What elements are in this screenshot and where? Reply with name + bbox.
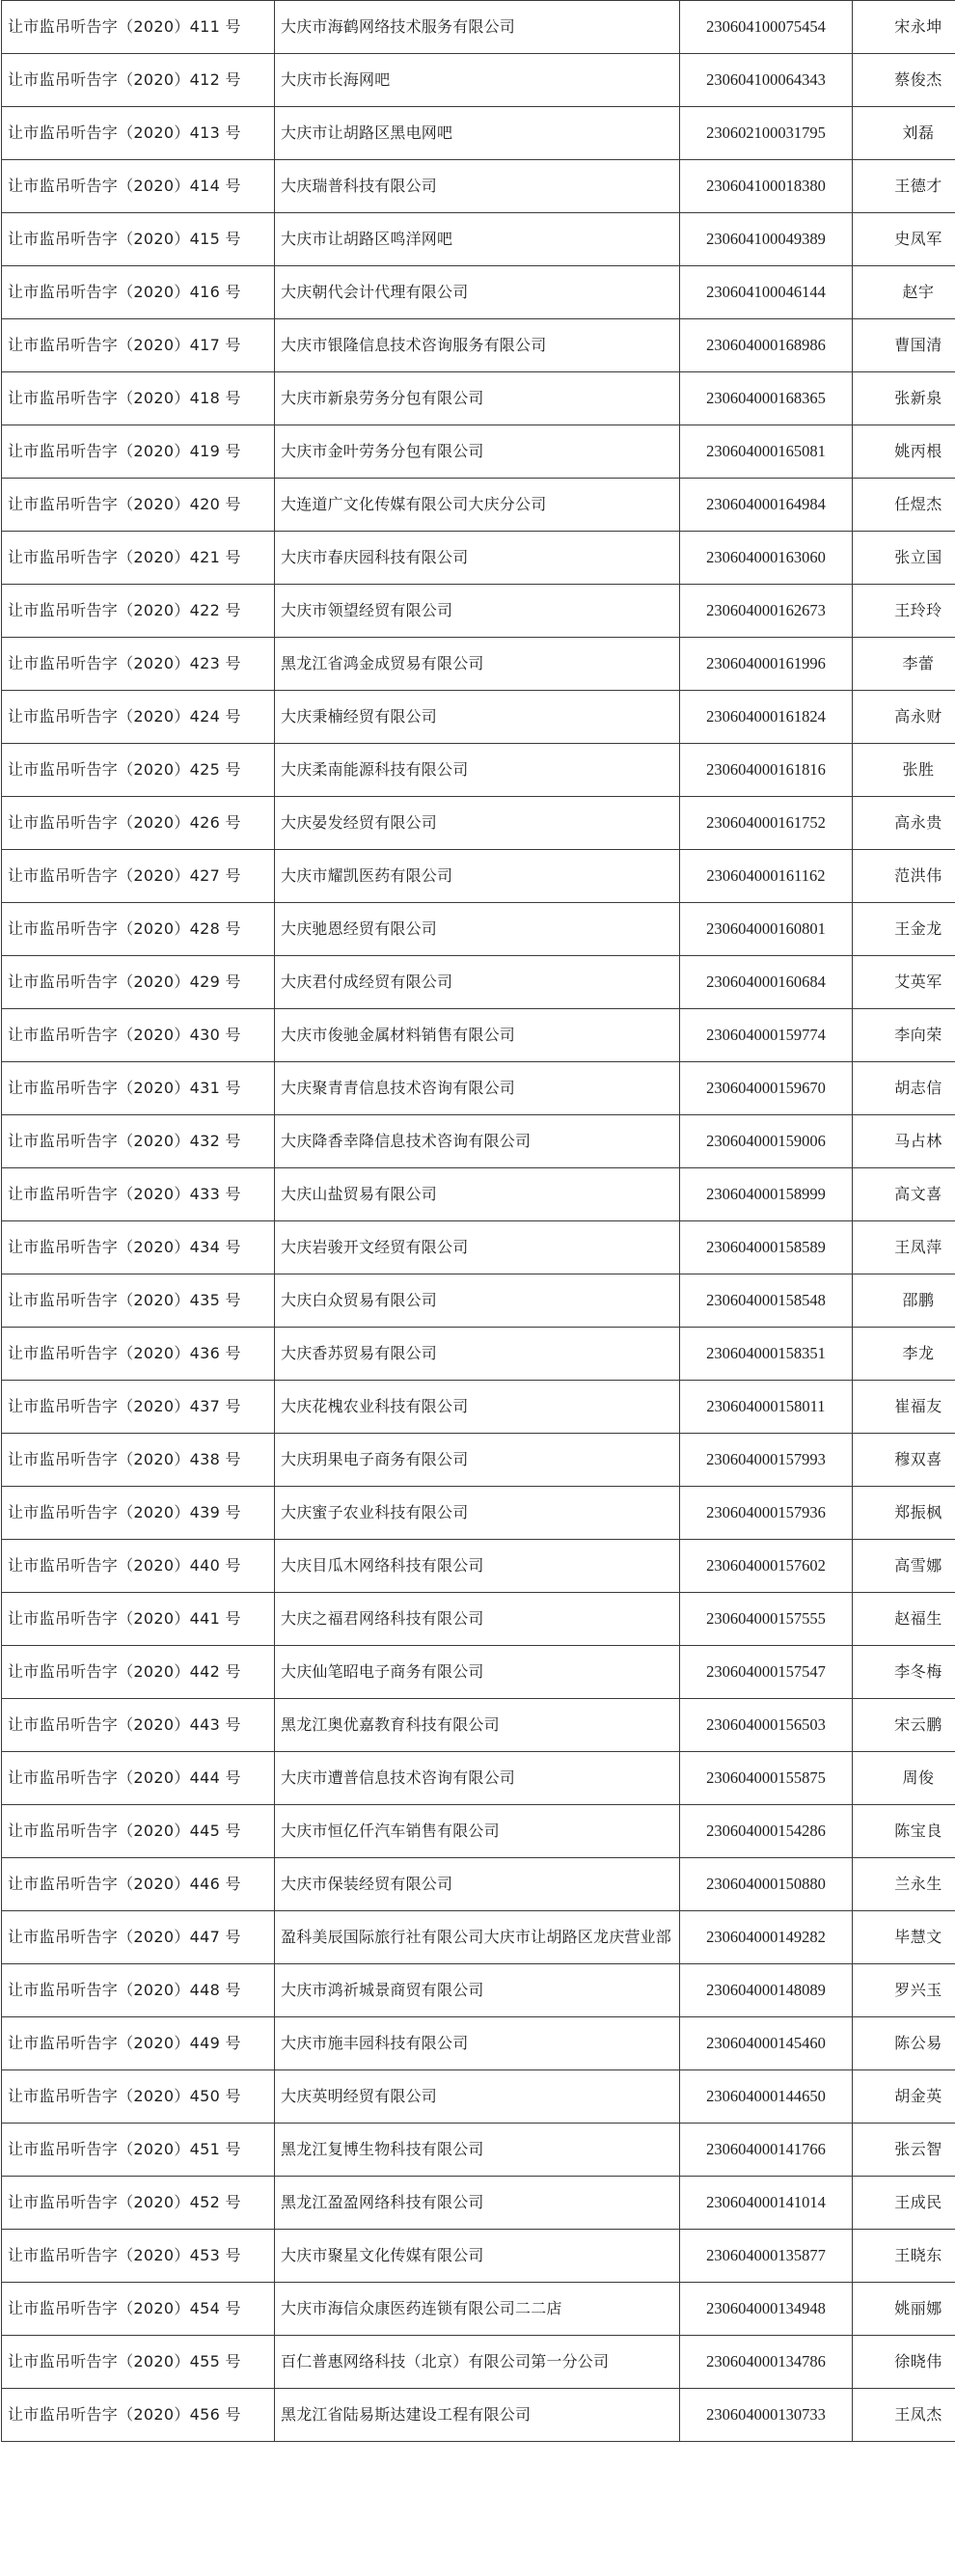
legal-representative-cell: 李龙 [853, 1328, 955, 1381]
legal-representative-cell: 宋永坤 [853, 1, 955, 54]
notice-number-cell: 让市监吊听告字（2020）420 号 [2, 479, 275, 532]
notice-number-cell: 让市监吊听告字（2020）423 号 [2, 638, 275, 691]
table-row [2, 956, 955, 1009]
notice-number-cell: 让市监吊听告字（2020）435 号 [2, 1274, 275, 1328]
legal-representative-cell: 崔福友 [853, 1381, 955, 1434]
company-name-cell: 大庆市鸿祈城景商贸有限公司 [275, 1964, 680, 2017]
company-name-cell: 大庆英明经贸有限公司 [275, 2070, 680, 2124]
table-row [2, 1, 955, 54]
registration-number-cell: 230604000160684 [680, 956, 853, 1009]
legal-representative-cell: 徐晓伟 [853, 2336, 955, 2389]
legal-representative-cell: 陈公易 [853, 2017, 955, 2070]
table-row [2, 2177, 955, 2230]
company-name-cell: 大庆瑞普科技有限公司 [275, 160, 680, 213]
notice-number-cell: 让市监吊听告字（2020）451 号 [2, 2124, 275, 2177]
legal-representative-cell: 陈宝良 [853, 1805, 955, 1858]
table-row [2, 1540, 955, 1593]
notice-number-cell: 让市监吊听告字（2020）446 号 [2, 1858, 275, 1911]
registration-number-cell: 230604000161824 [680, 691, 853, 744]
company-name-cell: 大庆花槐农业科技有限公司 [275, 1381, 680, 1434]
company-name-cell: 大庆市长海网吧 [275, 54, 680, 107]
notice-number-cell: 让市监吊听告字（2020）443 号 [2, 1699, 275, 1752]
company-name-cell: 大庆柔南能源科技有限公司 [275, 744, 680, 797]
notice-number-cell: 让市监吊听告字（2020）447 号 [2, 1911, 275, 1964]
registration-number-cell: 230604100046144 [680, 266, 853, 319]
registration-number-cell: 230604000165081 [680, 425, 853, 479]
notice-number-cell: 让市监吊听告字（2020）421 号 [2, 532, 275, 585]
legal-representative-cell: 王玲玲 [853, 585, 955, 638]
company-name-cell: 大庆市金叶劳务分包有限公司 [275, 425, 680, 479]
table-row [2, 1062, 955, 1115]
legal-representative-cell: 史凤军 [853, 213, 955, 266]
company-name-cell: 大庆市领望经贸有限公司 [275, 585, 680, 638]
table-row [2, 1805, 955, 1858]
company-name-cell: 大庆聚青青信息技术咨询有限公司 [275, 1062, 680, 1115]
registration-number-cell: 230604000157602 [680, 1540, 853, 1593]
legal-representative-cell: 张立国 [853, 532, 955, 585]
notice-number-cell: 让市监吊听告字（2020）417 号 [2, 319, 275, 372]
legal-representative-cell: 任煜杰 [853, 479, 955, 532]
legal-representative-cell: 张云智 [853, 2124, 955, 2177]
registration-number-cell: 230604000150880 [680, 1858, 853, 1911]
legal-representative-cell: 李蕾 [853, 638, 955, 691]
notice-number-cell: 让市监吊听告字（2020）419 号 [2, 425, 275, 479]
legal-representative-cell: 胡志信 [853, 1062, 955, 1115]
notice-number-cell: 让市监吊听告字（2020）434 号 [2, 1221, 275, 1274]
registration-number-cell: 230604000158548 [680, 1274, 853, 1328]
registration-number-cell: 230604000149282 [680, 1911, 853, 1964]
table-row [2, 2070, 955, 2124]
registration-number-cell: 230604100049389 [680, 213, 853, 266]
table-row [2, 1593, 955, 1646]
notice-number-cell: 让市监吊听告字（2020）452 号 [2, 2177, 275, 2230]
registration-number-cell: 230604000159006 [680, 1115, 853, 1168]
company-name-cell: 大庆市遭普信息技术咨询有限公司 [275, 1752, 680, 1805]
legal-representative-cell: 王德才 [853, 160, 955, 213]
notice-document [1, 0, 953, 2442]
notice-number-cell: 让市监吊听告字（2020）441 号 [2, 1593, 275, 1646]
registration-number-cell: 230604000157555 [680, 1593, 853, 1646]
company-name-cell: 大庆市海信众康医药连锁有限公司二二店 [275, 2283, 680, 2336]
company-name-cell: 大庆降香幸降信息技术咨询有限公司 [275, 1115, 680, 1168]
registration-number-cell: 230604000168986 [680, 319, 853, 372]
company-name-cell: 大庆市恒亿仟汽车销售有限公司 [275, 1805, 680, 1858]
notice-number-cell: 让市监吊听告字（2020）418 号 [2, 372, 275, 425]
company-name-cell: 大连道广文化传媒有限公司大庆分公司 [275, 479, 680, 532]
notice-number-cell: 让市监吊听告字（2020）432 号 [2, 1115, 275, 1168]
notice-number-cell: 让市监吊听告字（2020）453 号 [2, 2230, 275, 2283]
notice-number-cell: 让市监吊听告字（2020）445 号 [2, 1805, 275, 1858]
registration-number-cell: 230604000134786 [680, 2336, 853, 2389]
legal-representative-cell: 刘磊 [853, 107, 955, 160]
registration-number-cell: 230604000158589 [680, 1221, 853, 1274]
notice-number-cell: 让市监吊听告字（2020）442 号 [2, 1646, 275, 1699]
registration-number-cell: 230604000141014 [680, 2177, 853, 2230]
company-name-cell: 黑龙江省鸿金成贸易有限公司 [275, 638, 680, 691]
company-name-cell: 大庆市让胡路区鸣洋网吧 [275, 213, 680, 266]
notice-number-cell: 让市监吊听告字（2020）456 号 [2, 2389, 275, 2442]
registration-number-cell: 230604000157547 [680, 1646, 853, 1699]
company-name-cell: 大庆目瓜木网络科技有限公司 [275, 1540, 680, 1593]
company-name-cell: 大庆香苏贸易有限公司 [275, 1328, 680, 1381]
registration-number-cell: 230604000164984 [680, 479, 853, 532]
notice-number-cell: 让市监吊听告字（2020）413 号 [2, 107, 275, 160]
registration-number-cell: 230604000161752 [680, 797, 853, 850]
registration-number-cell: 230604000162673 [680, 585, 853, 638]
legal-representative-cell: 曹国清 [853, 319, 955, 372]
company-name-cell: 黑龙江省陆易斯达建设工程有限公司 [275, 2389, 680, 2442]
table-row [2, 2124, 955, 2177]
notice-number-cell: 让市监吊听告字（2020）444 号 [2, 1752, 275, 1805]
revocation-notice-table [1, 0, 955, 2442]
table-row [2, 1328, 955, 1381]
company-name-cell: 大庆市让胡路区黑电网吧 [275, 107, 680, 160]
notice-number-cell: 让市监吊听告字（2020）411 号 [2, 1, 275, 54]
registration-number-cell: 230604000156503 [680, 1699, 853, 1752]
legal-representative-cell: 赵宇 [853, 266, 955, 319]
legal-representative-cell: 姚丽娜 [853, 2283, 955, 2336]
legal-representative-cell: 王晓东 [853, 2230, 955, 2283]
table-row [2, 903, 955, 956]
company-name-cell: 大庆岩骏开文经贸有限公司 [275, 1221, 680, 1274]
company-name-cell: 大庆之福君网络科技有限公司 [275, 1593, 680, 1646]
table-body [2, 1, 955, 2442]
table-row [2, 1858, 955, 1911]
legal-representative-cell: 郑振枫 [853, 1487, 955, 1540]
registration-number-cell: 230604000158011 [680, 1381, 853, 1434]
legal-representative-cell: 李向荣 [853, 1009, 955, 1062]
legal-representative-cell: 王成民 [853, 2177, 955, 2230]
table-row [2, 1274, 955, 1328]
registration-number-cell: 230604100075454 [680, 1, 853, 54]
notice-number-cell: 让市监吊听告字（2020）439 号 [2, 1487, 275, 1540]
notice-number-cell: 让市监吊听告字（2020）440 号 [2, 1540, 275, 1593]
company-name-cell: 大庆市施丰园科技有限公司 [275, 2017, 680, 2070]
company-name-cell: 大庆驰恩经贸有限公司 [275, 903, 680, 956]
notice-number-cell: 让市监吊听告字（2020）448 号 [2, 1964, 275, 2017]
notice-number-cell: 让市监吊听告字（2020）414 号 [2, 160, 275, 213]
table-row [2, 425, 955, 479]
table-row [2, 479, 955, 532]
table-row [2, 1752, 955, 1805]
company-name-cell: 大庆市新泉劳务分包有限公司 [275, 372, 680, 425]
company-name-cell: 大庆朝代会计代理有限公司 [275, 266, 680, 319]
company-name-cell: 大庆市耀凯医药有限公司 [275, 850, 680, 903]
table-row [2, 1699, 955, 1752]
legal-representative-cell: 胡金英 [853, 2070, 955, 2124]
registration-number-cell: 230604000130733 [680, 2389, 853, 2442]
registration-number-cell: 230604000158351 [680, 1328, 853, 1381]
registration-number-cell: 230604000161816 [680, 744, 853, 797]
notice-number-cell: 让市监吊听告字（2020）431 号 [2, 1062, 275, 1115]
legal-representative-cell: 高永贵 [853, 797, 955, 850]
company-name-cell: 大庆君付成经贸有限公司 [275, 956, 680, 1009]
company-name-cell: 大庆市俊驰金属材料销售有限公司 [275, 1009, 680, 1062]
notice-number-cell: 让市监吊听告字（2020）429 号 [2, 956, 275, 1009]
legal-representative-cell: 高永财 [853, 691, 955, 744]
table-row [2, 1646, 955, 1699]
table-row [2, 2017, 955, 2070]
registration-number-cell: 230602100031795 [680, 107, 853, 160]
registration-number-cell: 230604000155875 [680, 1752, 853, 1805]
notice-number-cell: 让市监吊听告字（2020）449 号 [2, 2017, 275, 2070]
table-row [2, 1221, 955, 1274]
notice-number-cell: 让市监吊听告字（2020）422 号 [2, 585, 275, 638]
registration-number-cell: 230604000134948 [680, 2283, 853, 2336]
notice-number-cell: 让市监吊听告字（2020）424 号 [2, 691, 275, 744]
company-name-cell: 大庆玥果电子商务有限公司 [275, 1434, 680, 1487]
table-row [2, 1381, 955, 1434]
table-row [2, 266, 955, 319]
legal-representative-cell: 艾英军 [853, 956, 955, 1009]
company-name-cell: 百仁普惠网络科技（北京）有限公司第一分公司 [275, 2336, 680, 2389]
table-row [2, 638, 955, 691]
notice-number-cell: 让市监吊听告字（2020）436 号 [2, 1328, 275, 1381]
table-row [2, 2283, 955, 2336]
notice-number-cell: 让市监吊听告字（2020）415 号 [2, 213, 275, 266]
registration-number-cell: 230604000148089 [680, 1964, 853, 2017]
registration-number-cell: 230604000159670 [680, 1062, 853, 1115]
table-row [2, 797, 955, 850]
legal-representative-cell: 张新泉 [853, 372, 955, 425]
company-name-cell: 大庆市银隆信息技术咨询服务有限公司 [275, 319, 680, 372]
table-row [2, 2336, 955, 2389]
company-name-cell: 大庆山盐贸易有限公司 [275, 1168, 680, 1221]
notice-number-cell: 让市监吊听告字（2020）450 号 [2, 2070, 275, 2124]
legal-representative-cell: 王凤萍 [853, 1221, 955, 1274]
legal-representative-cell: 穆双喜 [853, 1434, 955, 1487]
table-row [2, 160, 955, 213]
legal-representative-cell: 赵福生 [853, 1593, 955, 1646]
notice-number-cell: 让市监吊听告字（2020）454 号 [2, 2283, 275, 2336]
notice-number-cell: 让市监吊听告字（2020）437 号 [2, 1381, 275, 1434]
table-row [2, 372, 955, 425]
notice-number-cell: 让市监吊听告字（2020）416 号 [2, 266, 275, 319]
table-row [2, 1115, 955, 1168]
registration-number-cell: 230604000160801 [680, 903, 853, 956]
company-name-cell: 盈科美辰国际旅行社有限公司大庆市让胡路区龙庆营业部 [275, 1911, 680, 1964]
registration-number-cell: 230604100018380 [680, 160, 853, 213]
table-row [2, 585, 955, 638]
notice-number-cell: 让市监吊听告字（2020）425 号 [2, 744, 275, 797]
notice-number-cell: 让市监吊听告字（2020）427 号 [2, 850, 275, 903]
registration-number-cell: 230604000159774 [680, 1009, 853, 1062]
table-row [2, 2389, 955, 2442]
notice-number-cell: 让市监吊听告字（2020）426 号 [2, 797, 275, 850]
legal-representative-cell: 兰永生 [853, 1858, 955, 1911]
registration-number-cell: 230604000161162 [680, 850, 853, 903]
table-row [2, 1009, 955, 1062]
legal-representative-cell: 姚丙根 [853, 425, 955, 479]
table-row [2, 54, 955, 107]
table-row [2, 744, 955, 797]
legal-representative-cell: 王金龙 [853, 903, 955, 956]
table-row [2, 1434, 955, 1487]
company-name-cell: 黑龙江奥优嘉教育科技有限公司 [275, 1699, 680, 1752]
registration-number-cell: 230604000135877 [680, 2230, 853, 2283]
legal-representative-cell: 范洪伟 [853, 850, 955, 903]
legal-representative-cell: 高雪娜 [853, 1540, 955, 1593]
legal-representative-cell: 邵鹏 [853, 1274, 955, 1328]
table-row [2, 1911, 955, 1964]
table-row [2, 2230, 955, 2283]
table-row [2, 107, 955, 160]
table-row [2, 691, 955, 744]
notice-number-cell: 让市监吊听告字（2020）430 号 [2, 1009, 275, 1062]
registration-number-cell: 230604000157936 [680, 1487, 853, 1540]
table-row [2, 850, 955, 903]
registration-number-cell: 230604000163060 [680, 532, 853, 585]
company-name-cell: 黑龙江复博生物科技有限公司 [275, 2124, 680, 2177]
company-name-cell: 大庆市春庆园科技有限公司 [275, 532, 680, 585]
registration-number-cell: 230604000158999 [680, 1168, 853, 1221]
company-name-cell: 大庆仙笔昭电子商务有限公司 [275, 1646, 680, 1699]
registration-number-cell: 230604000144650 [680, 2070, 853, 2124]
legal-representative-cell: 周俊 [853, 1752, 955, 1805]
legal-representative-cell: 宋云鹏 [853, 1699, 955, 1752]
company-name-cell: 大庆市保装经贸有限公司 [275, 1858, 680, 1911]
company-name-cell: 大庆市海鹤网络技术服务有限公司 [275, 1, 680, 54]
table-row [2, 319, 955, 372]
notice-number-cell: 让市监吊听告字（2020）428 号 [2, 903, 275, 956]
legal-representative-cell: 蔡俊杰 [853, 54, 955, 107]
registration-number-cell: 230604000168365 [680, 372, 853, 425]
company-name-cell: 大庆蜜子农业科技有限公司 [275, 1487, 680, 1540]
registration-number-cell: 230604100064343 [680, 54, 853, 107]
company-name-cell: 大庆白众贸易有限公司 [275, 1274, 680, 1328]
table-row [2, 1168, 955, 1221]
registration-number-cell: 230604000154286 [680, 1805, 853, 1858]
legal-representative-cell: 罗兴玉 [853, 1964, 955, 2017]
registration-number-cell: 230604000141766 [680, 2124, 853, 2177]
legal-representative-cell: 王凤杰 [853, 2389, 955, 2442]
registration-number-cell: 230604000161996 [680, 638, 853, 691]
legal-representative-cell: 高文喜 [853, 1168, 955, 1221]
notice-number-cell: 让市监吊听告字（2020）455 号 [2, 2336, 275, 2389]
registration-number-cell: 230604000157993 [680, 1434, 853, 1487]
notice-number-cell: 让市监吊听告字（2020）433 号 [2, 1168, 275, 1221]
table-row [2, 213, 955, 266]
notice-number-cell: 让市监吊听告字（2020）438 号 [2, 1434, 275, 1487]
table-row [2, 532, 955, 585]
legal-representative-cell: 张胜 [853, 744, 955, 797]
table-row [2, 1964, 955, 2017]
company-name-cell: 黑龙江盈盈网络科技有限公司 [275, 2177, 680, 2230]
notice-number-cell: 让市监吊听告字（2020）412 号 [2, 54, 275, 107]
registration-number-cell: 230604000145460 [680, 2017, 853, 2070]
legal-representative-cell: 李冬梅 [853, 1646, 955, 1699]
legal-representative-cell: 马占林 [853, 1115, 955, 1168]
legal-representative-cell: 毕慧文 [853, 1911, 955, 1964]
table-row [2, 1487, 955, 1540]
company-name-cell: 大庆秉楠经贸有限公司 [275, 691, 680, 744]
company-name-cell: 大庆市聚星文化传媒有限公司 [275, 2230, 680, 2283]
company-name-cell: 大庆晏发经贸有限公司 [275, 797, 680, 850]
